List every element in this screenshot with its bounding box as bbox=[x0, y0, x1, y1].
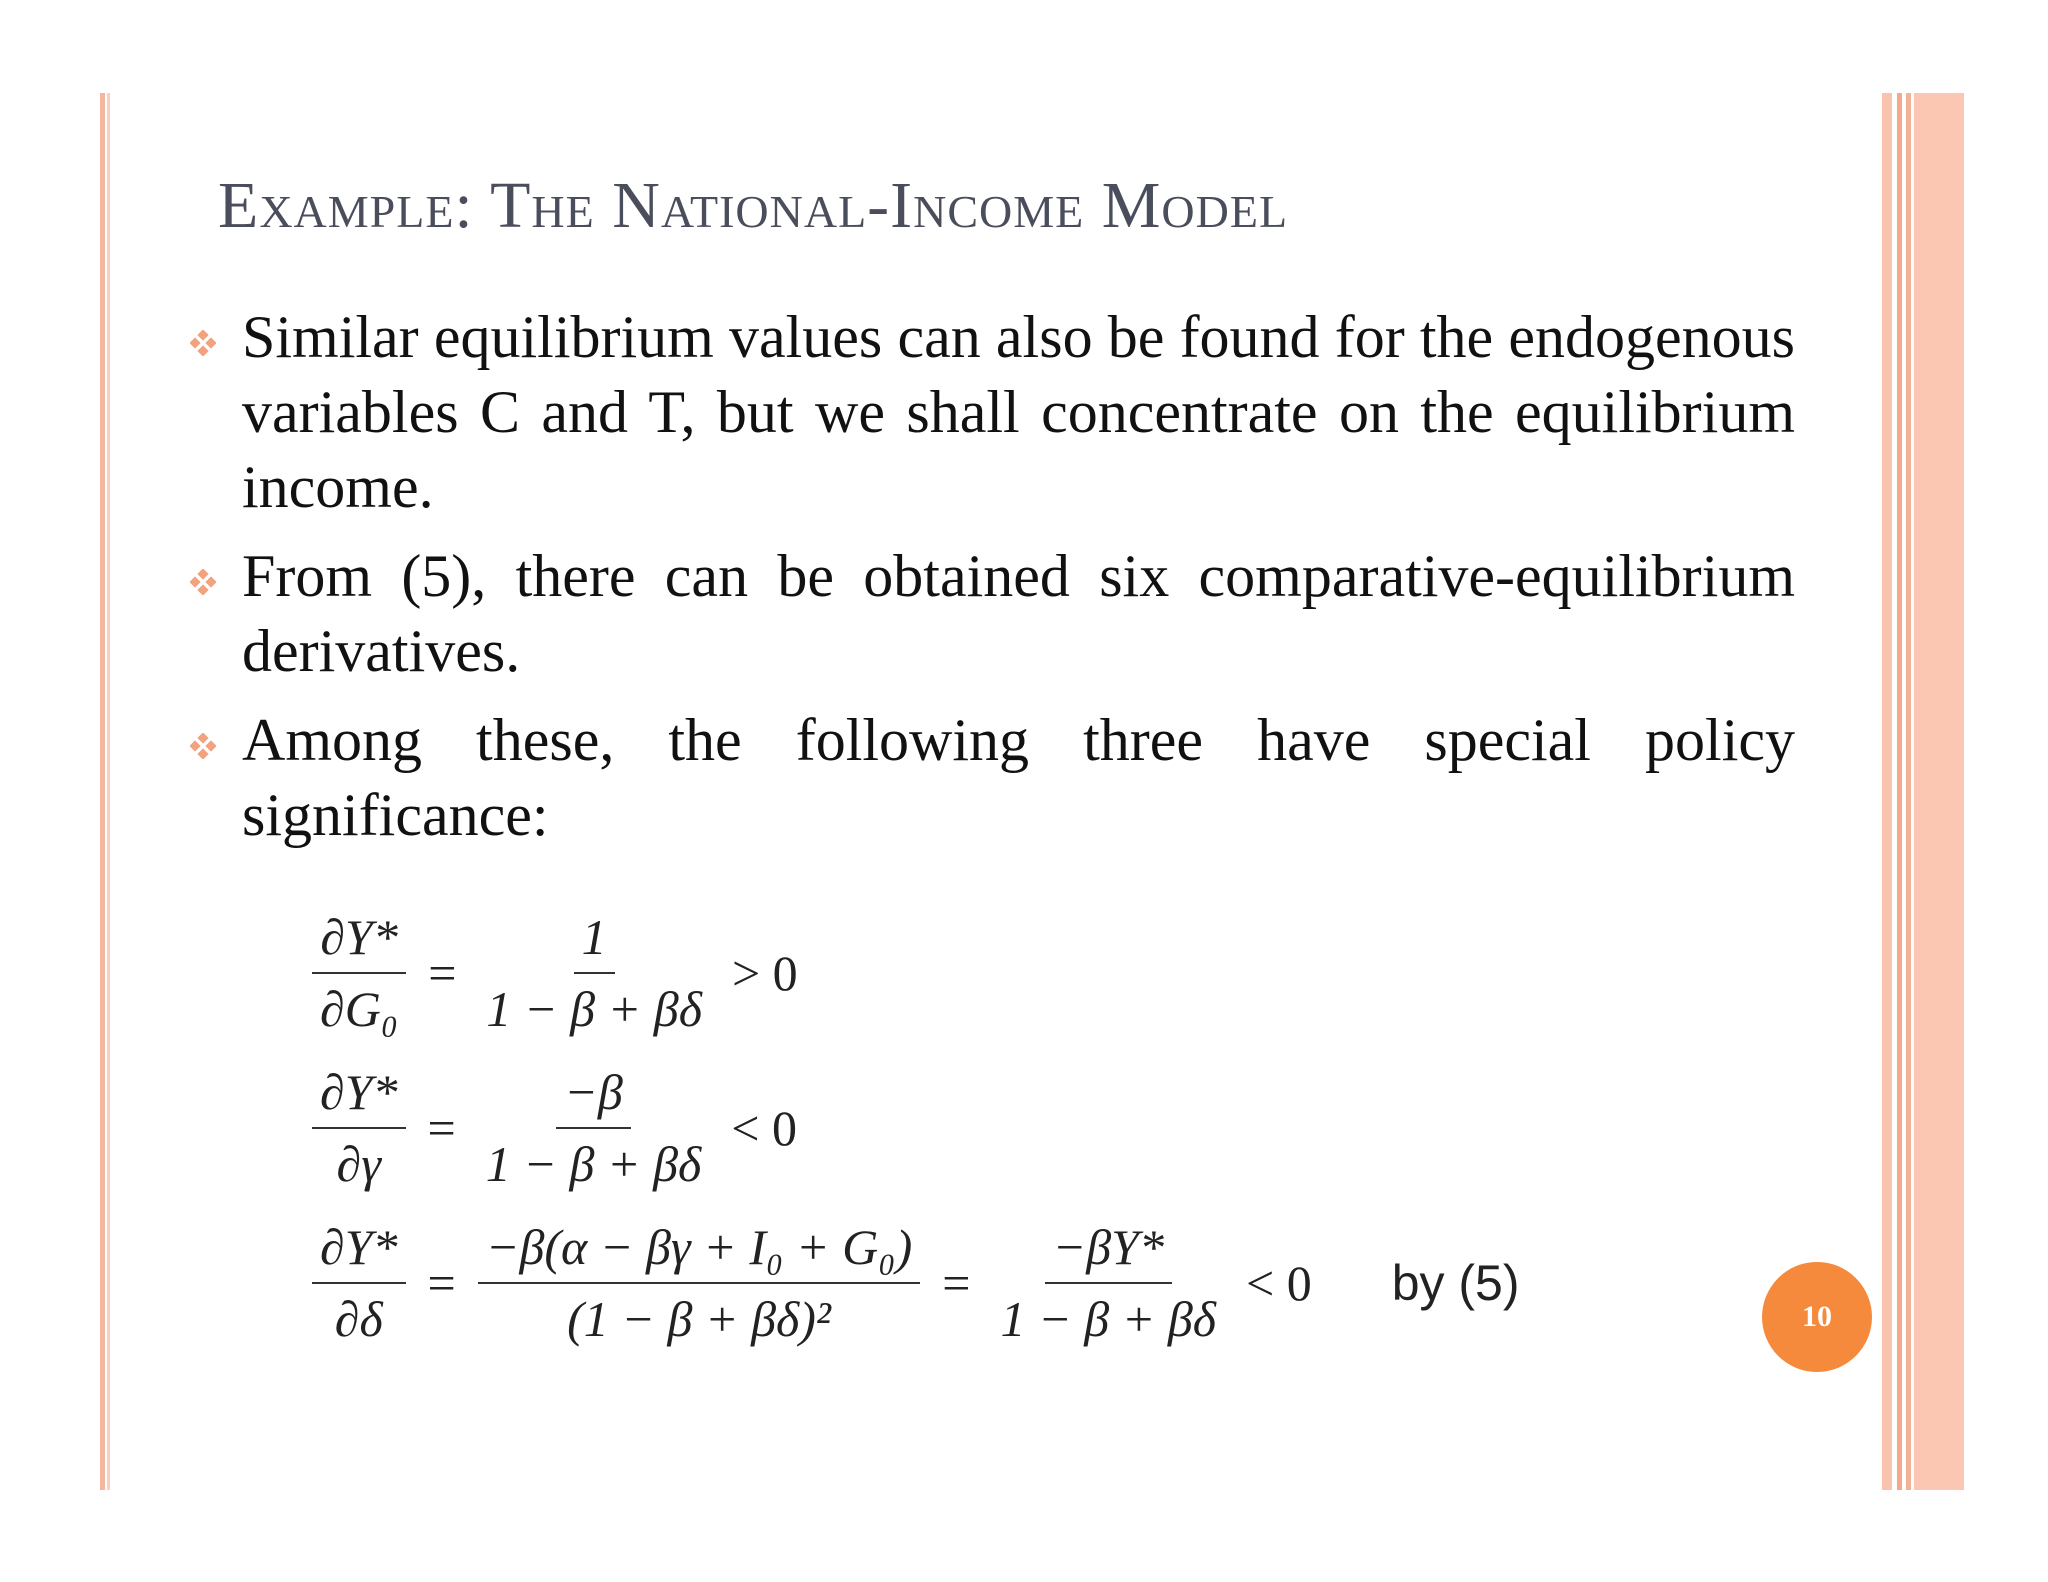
inequality: < 0 bbox=[731, 1099, 797, 1156]
fraction-numerator: ∂Y* bbox=[312, 1218, 406, 1284]
fraction-numerator: −βY* bbox=[1045, 1218, 1172, 1284]
fraction-denominator: 1 − β + βδ bbox=[486, 980, 702, 1037]
rhs-fraction bbox=[478, 1063, 710, 1193]
right-decorative-bar-wide bbox=[1914, 93, 1964, 1490]
equals-sign: = bbox=[427, 1254, 456, 1311]
rhs-fraction bbox=[478, 908, 710, 1038]
bullet-item bbox=[190, 539, 1795, 689]
fraction-denominator: 1 − β + βδ bbox=[1000, 1290, 1216, 1347]
bullet-item bbox=[190, 300, 1795, 525]
diamond-bullet-icon bbox=[190, 330, 216, 356]
fraction-denominator: ∂γ bbox=[336, 1135, 381, 1192]
left-decorative-bar-thin bbox=[107, 93, 110, 1490]
fraction-denominator: ∂G₀ bbox=[320, 980, 399, 1037]
fraction-denominator: (1 − β + βδ)² bbox=[567, 1290, 831, 1347]
lhs-fraction bbox=[312, 1218, 406, 1348]
equation-block bbox=[300, 895, 1520, 1360]
rhs-fraction bbox=[478, 1218, 921, 1348]
bullet-text: From (5), there can be obtained six comparative-equilibrium derivatives. bbox=[242, 543, 1795, 684]
left-decorative-bar bbox=[100, 93, 105, 1490]
fraction-denominator: 1 − β + βδ bbox=[485, 1135, 702, 1192]
right-decorative-bar bbox=[1897, 93, 1902, 1490]
bullet-text: Similar equilibrium values can also be found for the endogenous variables C and T, but we shall concentrate on the equilibrium income. bbox=[242, 304, 1795, 520]
bullet-item bbox=[190, 703, 1795, 853]
lhs-fraction bbox=[312, 908, 406, 1038]
fraction-numerator: −β bbox=[556, 1063, 631, 1129]
bullet-text: Among these, the following three have special policy significance: bbox=[242, 707, 1795, 848]
rhs2-fraction bbox=[992, 1218, 1224, 1348]
equals-sign: = bbox=[427, 1099, 456, 1156]
inequality: > 0 bbox=[731, 944, 798, 1001]
fraction-numerator: ∂Y* bbox=[312, 908, 406, 974]
page-number-badge: 10 bbox=[1762, 1262, 1872, 1372]
diamond-bullet-icon bbox=[190, 569, 216, 595]
equation-gamma bbox=[300, 1050, 1520, 1205]
fraction-numerator: 1 bbox=[574, 908, 615, 974]
slide-title: Example: The National-Income Model bbox=[218, 169, 1289, 242]
bullet-list bbox=[190, 300, 1795, 867]
right-decorative-bar bbox=[1882, 93, 1892, 1490]
fraction-numerator: ∂Y* bbox=[312, 1063, 406, 1129]
equation-delta bbox=[300, 1205, 1520, 1360]
diamond-bullet-icon bbox=[190, 733, 216, 759]
equals-sign: = bbox=[428, 944, 457, 1001]
right-decorative-bar bbox=[1906, 93, 1911, 1490]
lhs-fraction bbox=[312, 1063, 406, 1193]
fraction-denominator: ∂δ bbox=[334, 1290, 383, 1347]
fraction-numerator: −β(α − βγ + I₀ + G₀) bbox=[478, 1218, 921, 1284]
equation-note: by (5) bbox=[1391, 1254, 1520, 1311]
equals-sign: = bbox=[942, 1254, 971, 1311]
inequality: < 0 bbox=[1246, 1254, 1312, 1311]
equation-g0 bbox=[300, 895, 1520, 1050]
